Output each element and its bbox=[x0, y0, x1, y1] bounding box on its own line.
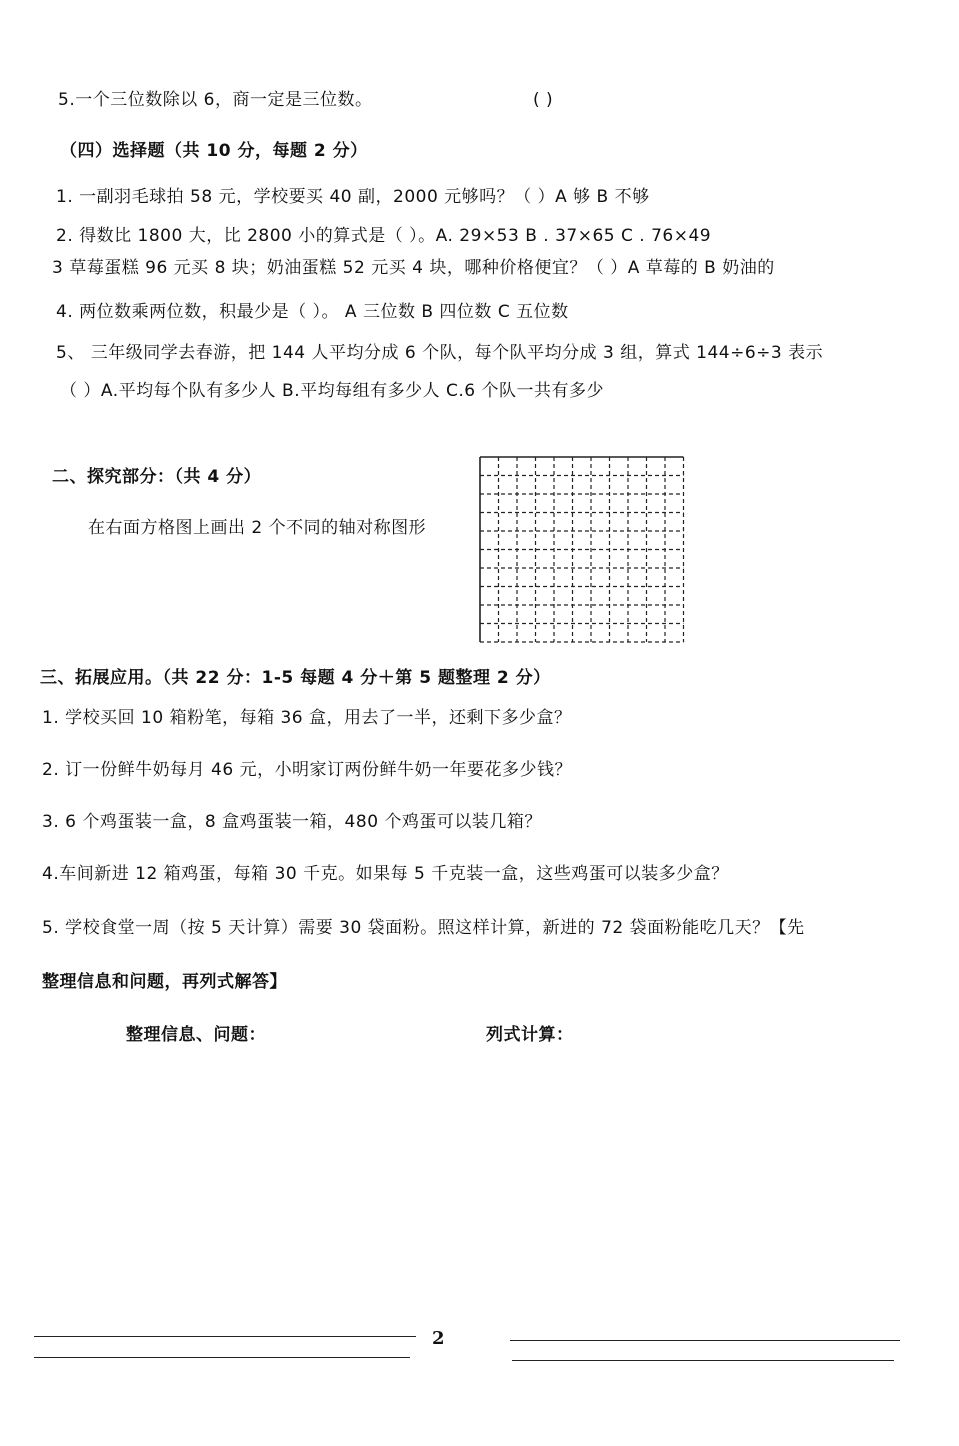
explore-section-heading: 二、探究部分：（共 4 分） bbox=[52, 467, 262, 487]
explore-task: 在右面方格图上画出 2 个不同的轴对称图形 bbox=[88, 518, 427, 538]
apply-q1: 1. 学校买回 10 箱粉笔，每箱 36 盒，用去了一半，还剩下多少盒？ bbox=[42, 708, 572, 728]
footer-rule-right-top bbox=[510, 1340, 900, 1341]
drawing-grid[interactable] bbox=[478, 455, 686, 647]
answer-blank[interactable]: ( ) bbox=[533, 90, 554, 110]
footer-rule-right-bottom bbox=[512, 1360, 894, 1361]
organize-info-label: 整理信息、问题： bbox=[126, 1025, 266, 1045]
choice-q3: 3 草莓蛋糕 96 元买 8 块；奶油蛋糕 52 元买 4 块，哪种价格便宜？（ ）A 草莓的 B 奶油的 bbox=[52, 258, 775, 278]
footer-rule-left-top bbox=[34, 1336, 416, 1337]
apply-q2: 2. 订一份鲜牛奶每月 46 元，小明家订两份鲜牛奶一年要花多少钱？ bbox=[42, 760, 573, 780]
apply-section-heading: 三、拓展应用。（共 22 分：1-5 每题 4 分＋第 5 题整理 2 分） bbox=[40, 668, 551, 688]
choice-q5-line1: 5、 三年级同学去春游，把 144 人平均分成 6 个队，每个队平均分成 3 组，算式 144÷6÷3 表示 bbox=[56, 343, 824, 363]
choice-q1: 1. 一副羽毛球拍 58 元，学校要买 40 副，2000 元够吗？（ ）A 够 B 不够 bbox=[56, 187, 650, 207]
apply-q5-line1: 5. 学校食堂一周（按 5 天计算）需要 30 袋面粉。照这样计算，新进的 72 袋面粉能吃几天？【先 bbox=[42, 918, 805, 938]
apply-q5-line2: 整理信息和问题，再列式解答】 bbox=[42, 972, 287, 992]
choice-q5-line2: （ ）A.平均每个队有多少人 B.平均每组有多少人 C.6 个队一共有多少 bbox=[60, 381, 605, 401]
apply-q3: 3. 6 个鸡蛋装一盒，8 盒鸡蛋装一箱，480 个鸡蛋可以装几箱？ bbox=[42, 812, 542, 832]
page-number: 2 bbox=[432, 1328, 445, 1349]
calculation-label: 列式计算： bbox=[486, 1025, 574, 1045]
choice-section-heading: （四）选择题（共 10 分，每题 2 分） bbox=[60, 141, 368, 161]
grid-svg bbox=[478, 455, 686, 647]
footer-rule-left-bottom bbox=[34, 1357, 410, 1358]
apply-q4: 4.车间新进 12 箱鸡蛋，每箱 30 千克。如果每 5 千克装一盒，这些鸡蛋可以装多少盒？ bbox=[42, 864, 729, 884]
choice-q4: 4. 两位数乘两位数，积最少是（ ）。 A 三位数 B 四位数 C 五位数 bbox=[56, 302, 569, 322]
choice-q2: 2. 得数比 1800 大，比 2800 小的算式是（ ）。A. 29×53 B . 37×65 C . 76×49 bbox=[56, 226, 712, 246]
judgement-q5: 5.一个三位数除以 6，商一定是三位数。 bbox=[58, 90, 373, 110]
